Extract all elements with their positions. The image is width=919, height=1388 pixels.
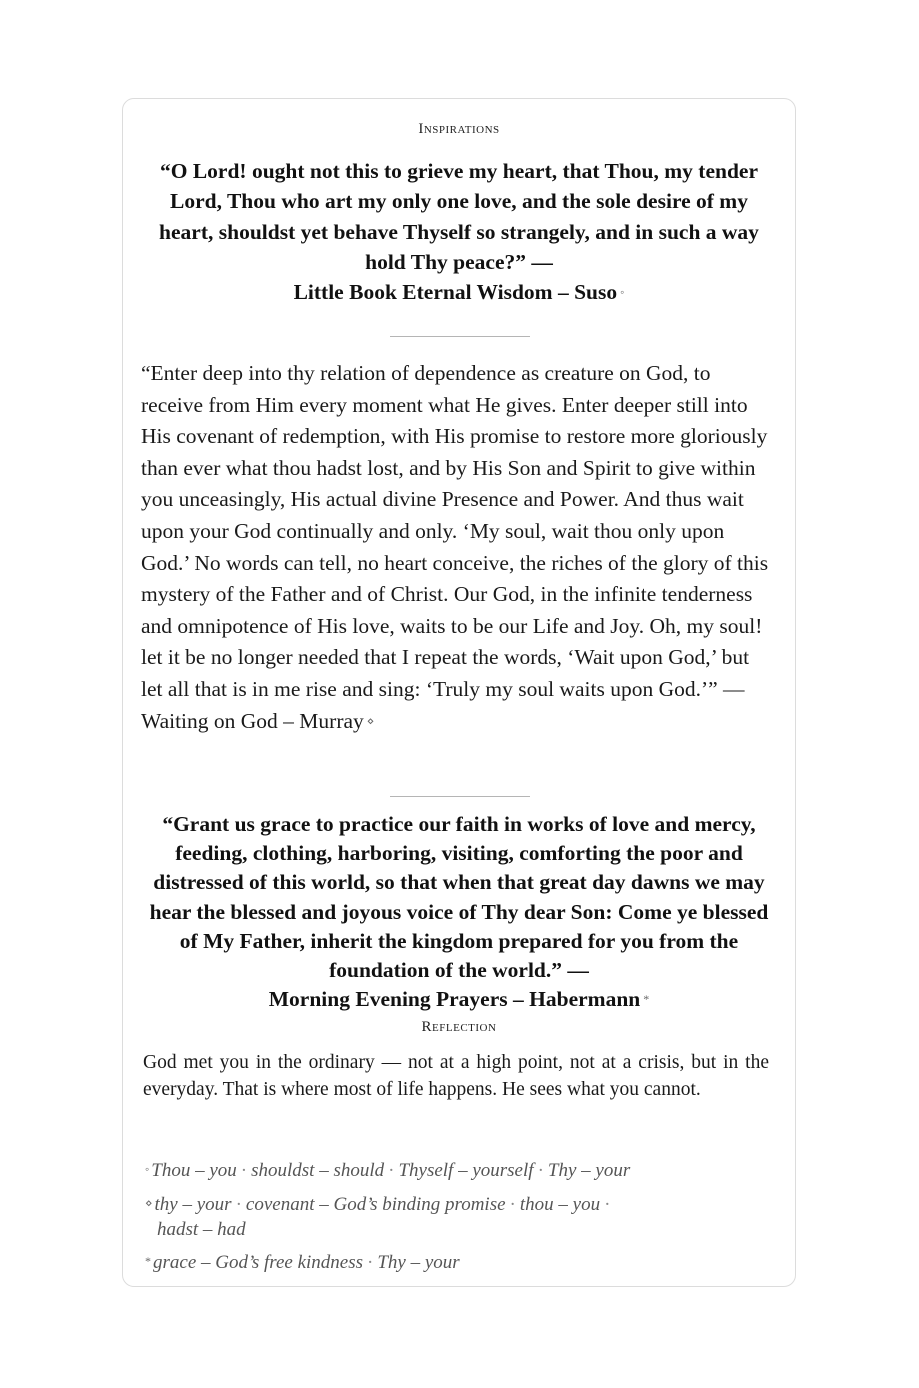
quote-suso-text: “O Lord! ought not this to grieve my heart, that Thou, my tender Lord, Thou who art my only one love, and the sole desire of my heart, shouldst yet behave Thyself so strangely, and in such a way hold Thy peace?” — <box>159 159 759 274</box>
glossary-item: thy – your <box>154 1194 232 1215</box>
glossary-item: grace – God’s free kindness <box>153 1252 364 1273</box>
glossary-item: Thy – your <box>547 1160 631 1181</box>
footnote-mark-asterisk: * <box>145 1254 151 1268</box>
section-divider <box>390 796 530 797</box>
footnote-mark-diamond: ⋄ <box>366 713 375 728</box>
quote-murray <box>141 358 775 737</box>
glossary-item: Thou – you <box>151 1160 237 1181</box>
quote-murray-text: “Enter deep into thy relation of dependence as creature on God, to receive from Him every moment what He gives. Enter deeper still into His covenant of redemption, with His promise to restore more gloriously than ever what thou hadst lost, and by His Son and Spirit to give within you unceasingly, His actual divine Presence and Power. And thus wait upon your God continually and only. ‘My soul, wait thou only upon God.’ No words can tell, no heart conceive, the riches of the glory of this mystery of the Father and of Christ. Our God, in the infinite tenderness and omnipotence of His love, waits to be our Life and Joy. Oh, my soul! let it be no longer needed that I repeat the words, ‘Wait upon God,’ but let all that is in me rise and sing: ‘Truly my soul waits upon God.’” — <box>141 361 769 701</box>
glossary-item: Thyself – yourself <box>398 1160 534 1181</box>
glossary-item: covenant – God’s binding promise <box>245 1194 506 1215</box>
glossary-item: thou – you <box>519 1194 601 1215</box>
footnote-mark-diamond: ⋄ <box>145 1196 153 1210</box>
devotional-card <box>122 98 796 1287</box>
footnote-mark-asterisk: * <box>643 992 650 1007</box>
footnote-mark-circle: ◦ <box>145 1162 150 1176</box>
reflection-heading: Reflection <box>421 1019 497 1035</box>
quote-murray-source: Waiting on God – Murray <box>141 708 364 733</box>
reflection-text: God met you in the ordinary — not at a high point, not at a crisis, but in the everyday. That is where most of life happens. He sees what you cannot. <box>143 1052 769 1100</box>
glossary-note: * grace – God’s free kindness · Thy – your <box>145 1252 460 1273</box>
glossary-note: ⋄ thy – your · covenant – God’s binding promise · thou – you · hadst – had <box>145 1194 611 1240</box>
quote-suso <box>143 156 775 307</box>
quote-suso-source: Little Book Eternal Wisdom – Suso <box>293 280 618 305</box>
inspirations-heading: Inspirations <box>418 121 500 137</box>
quote-habermann-source: Morning Evening Prayers – Habermann <box>268 987 641 1012</box>
section-divider <box>390 336 530 337</box>
glossary-note: ◦ Thou – you · shouldst – should · Thyself – yourself · Thy – your <box>145 1160 631 1181</box>
quote-habermann-text: “Grant us grace to practice our faith in works of love and mercy, feeding, clothing, harboring, visiting, comforting the poor and distressed of this world, so that when that great day dawns we may hear the blessed and joyous voice of Thy dear Son: Come ye blessed of My Father, inherit the kingdom prepared for you from the foundation of the world.” — <box>149 812 769 983</box>
footnote-mark-circle: ◦ <box>620 285 625 300</box>
quote-habermann <box>143 810 775 1014</box>
glossary-item: Thy – your <box>377 1252 460 1273</box>
glossary-item: shouldst – should <box>251 1160 385 1181</box>
glossary-item: hadst – had <box>157 1219 246 1240</box>
